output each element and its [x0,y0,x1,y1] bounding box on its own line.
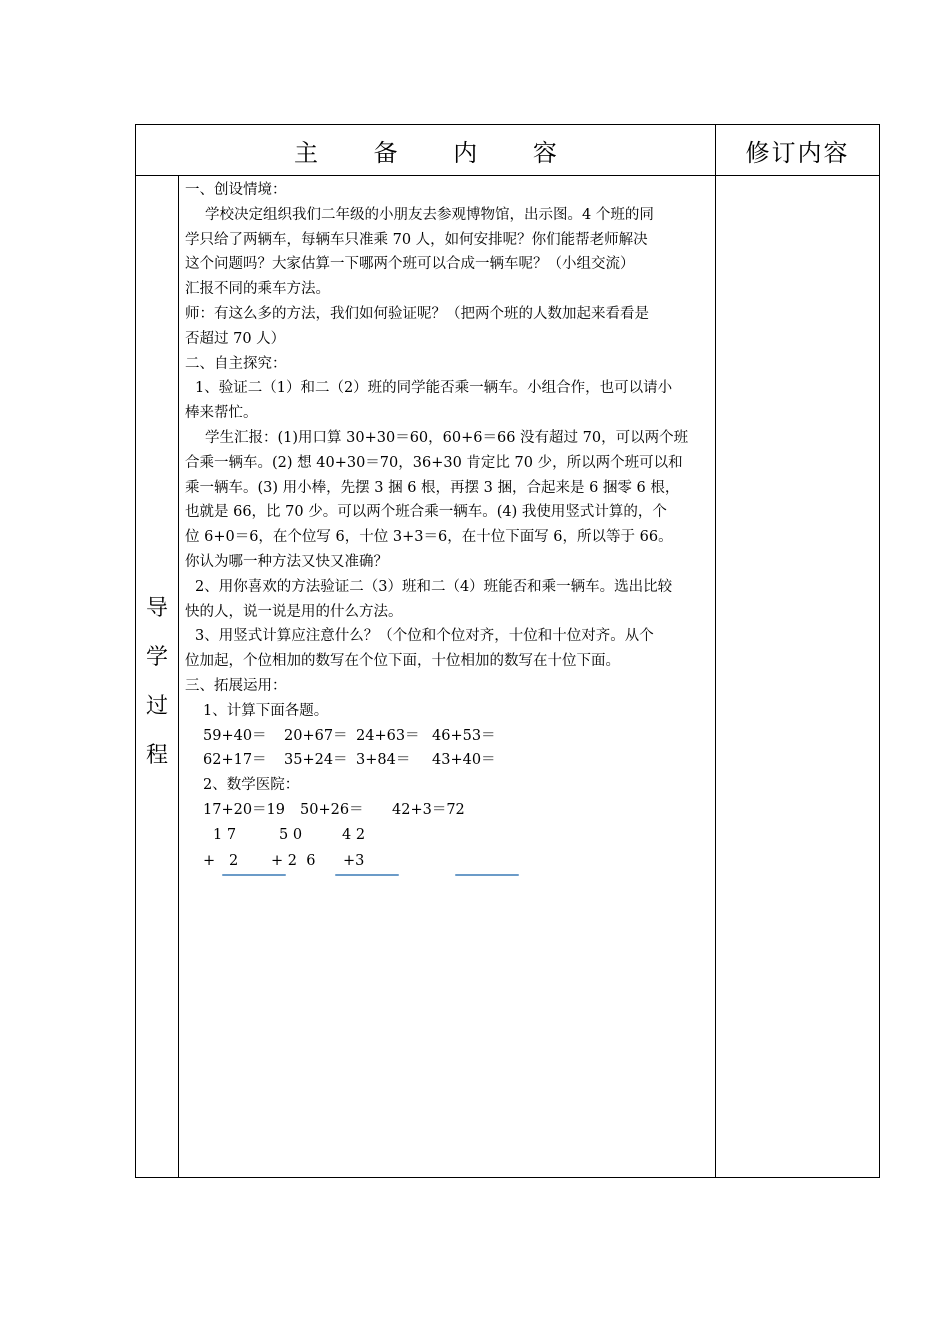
section-title: 一、创设情境： [185,182,287,198]
calc-item: 35+24＝ [284,752,348,769]
vertical-addend: +3 [343,852,365,869]
side-label-char: 导 [145,596,168,621]
lesson-content [185,178,709,875]
vertical-addend: 4 2 [342,826,366,843]
paragraph-line: 这个问题吗？大家估算一下哪两个班可以合成一辆车呢？（小组交流） [185,256,635,273]
vertical-addend: + 2 6 [271,852,316,869]
side-label [136,584,178,780]
lesson-table [135,124,880,1178]
paragraph-line: 乘一辆车。(3) 用小棒，先摆 3 捆 6 根，再摆 3 捆，合起来是 6 捆零 6 根， [185,479,680,496]
side-label-cell [136,176,179,1177]
calc-item: 46+53＝ [432,727,496,744]
answer-underline [222,874,286,876]
calc-item: 62+17＝ [203,752,267,769]
question-line: 1、计算下面各题。 [203,702,329,719]
paragraph-line: 也就是 66，比 70 少。可以两个班合乘一辆车。(4) 我使用竖式计算的，个 [185,504,667,521]
paragraph-line: 棒来帮忙。 [185,405,258,422]
vertical-addend: 1 7 [213,826,237,843]
section-title: 三、拓展运用： [185,677,287,694]
paragraph-line: 3、用竖式计算应注意什么？（个位和个位对齐，十位和十位对齐。从个 [195,628,654,645]
paragraph-line: 位 6+0＝6，在个位写 6，十位 3+3＝6，在十位下面写 6，所以等于 66。 [185,529,673,546]
calc-item: 43+40＝ [432,752,496,769]
paragraph-line: 汇报不同的乘车方法。 [185,281,330,298]
calc-item: 3+84＝ [356,752,411,769]
doctor-item: 50+26＝ [300,801,364,818]
side-label-char: 学 [145,645,168,670]
paragraph-line: 合乘一辆车。(2) 想 40+30＝70，36+30 肯定比 70 少，所以两个班可以和 [185,454,683,471]
side-label-char: 过 [145,694,168,719]
paragraph-line: 否超过 70 人） [185,330,286,347]
vertical-addend: + 2 [203,852,239,869]
table-header-row [136,125,879,176]
paragraph-line: 学生汇报：(1)用口算 30+30＝60，60+6＝66 没有超过 70，可以两个班 [205,429,689,446]
paragraph-line: 快的人，说一说是用的什么方法。 [185,603,403,620]
calc-item: 20+67＝ [284,727,348,744]
main-content-cell [179,176,716,1177]
side-label-char: 程 [145,743,168,768]
vertical-addend: 5 0 [279,826,303,843]
calc-item: 24+63＝ [356,727,420,744]
section-title: 二、自主探究： [185,355,287,372]
vertical-calc-bottom-row [185,849,709,875]
doctor-item: 17+20＝19 [203,801,286,818]
paragraph-line: 你认为哪一种方法又快又准确？ [185,553,388,570]
paragraph-line: 学校决定组织我们二年级的小朋友去参观博物馆，出示图。4 个班的同 [205,206,654,223]
main-content-header: 主 备 内 容 [136,125,716,175]
calc-row [185,748,709,773]
question-line: 2、数学医院： [203,777,300,794]
doctor-item: 42+3＝72 [392,801,465,818]
answer-underline [335,874,399,876]
paragraph-line: 学只给了两辆车，每辆车只准乘 70 人，如何安排呢？你们能帮老师解决 [185,231,648,248]
doctor-row [185,798,709,823]
paragraph-line: 2、用你喜欢的方法验证二（3）班和二（4）班能否和乘一辆车。选出比较 [195,578,673,595]
revision-header: 修订内容 [745,138,850,167]
calc-item: 59+40＝ [203,727,267,744]
answer-underline [455,874,519,876]
calc-row [185,724,709,749]
paragraph-line: 师：有这么多的方法，我们如何验证呢？（把两个班的人数加起来看看是 [185,305,649,322]
vertical-calc-top-row [185,823,709,849]
revision-cell [716,176,879,1177]
paragraph-line: 1、验证二（1）和二（2）班的同学能否乘一辆车。小组合作，也可以请小 [195,380,673,397]
paragraph-line: 位加起，个位相加的数写在个位下面，十位相加的数写在十位下面。 [185,653,620,670]
